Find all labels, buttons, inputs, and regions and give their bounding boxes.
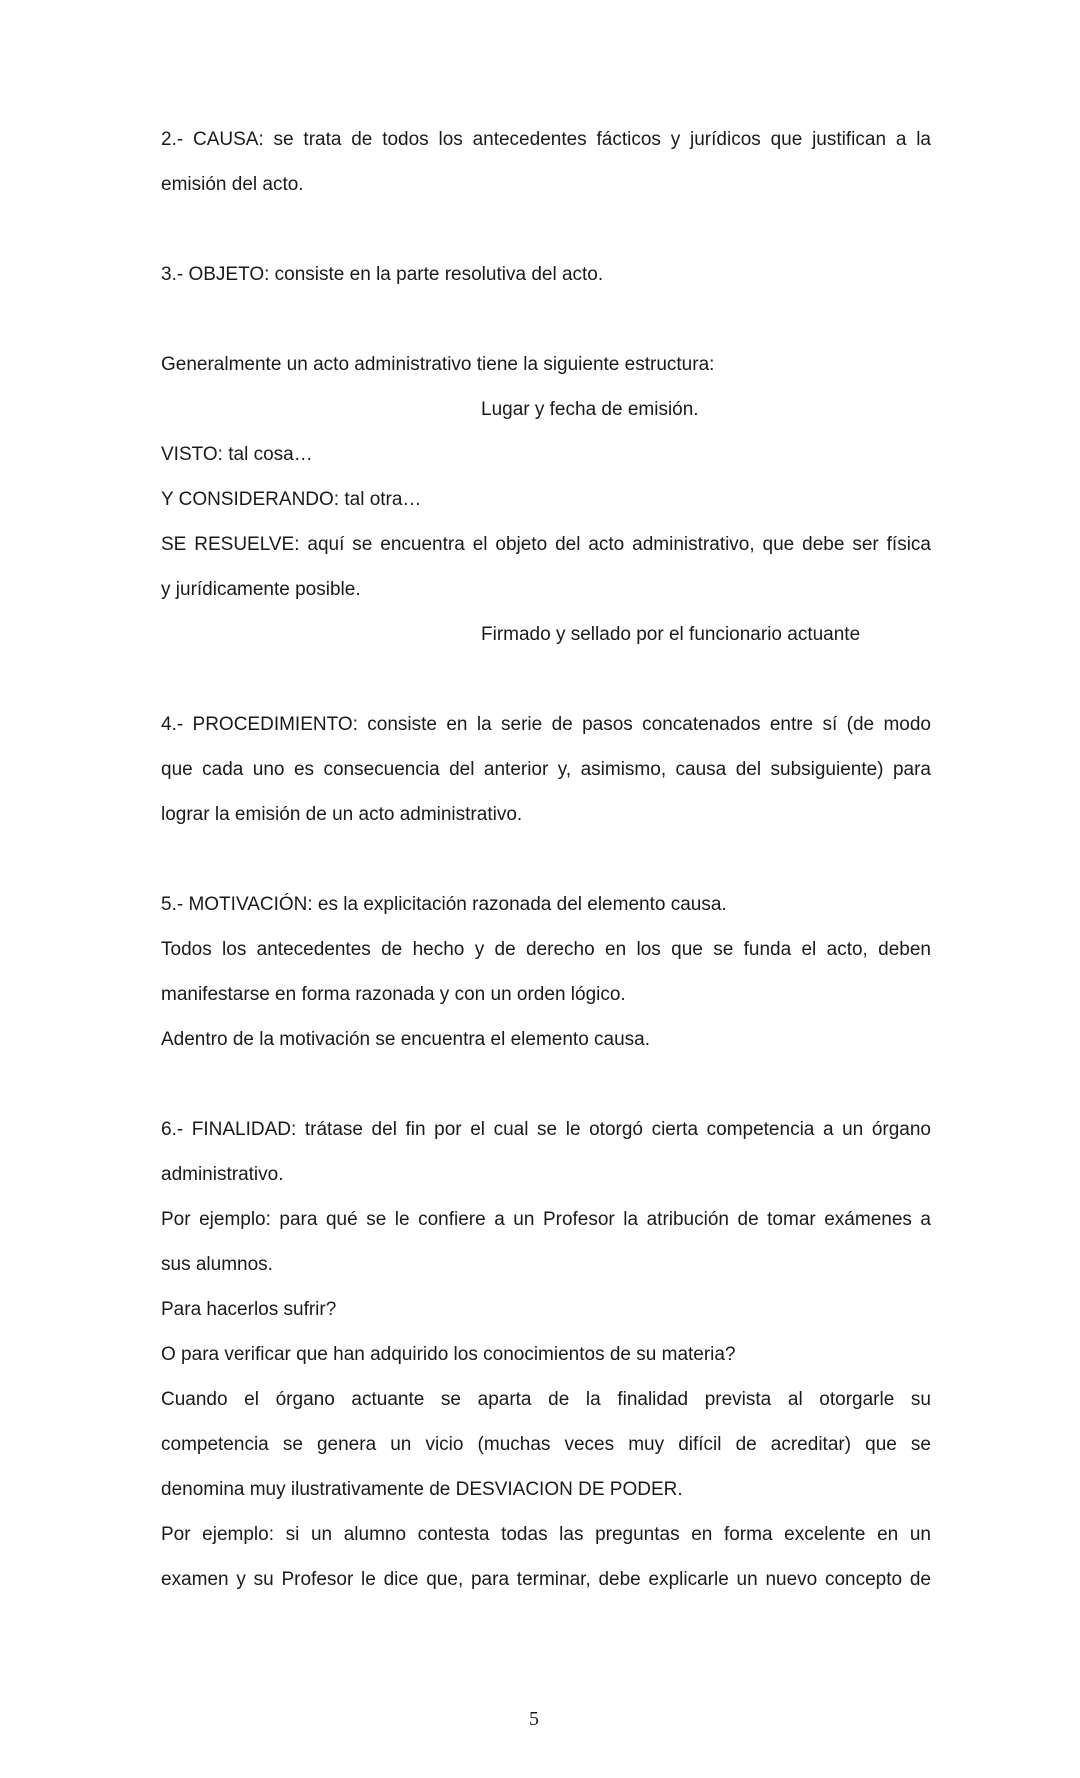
procedimiento-line-1: 4.- PROCEDIMIENTO: consiste en la serie de pasos concatenados entre sí (de modo bbox=[161, 714, 931, 735]
motivacion-line-4: Adentro de la motivación se encuentra el elemento causa. bbox=[161, 1029, 651, 1050]
motivacion-line-1: 5.- MOTIVACIÓN: es la explicitación razonada del elemento causa. bbox=[161, 894, 727, 915]
motivacion-line-3: manifestarse en forma razonada y con un orden lógico. bbox=[161, 984, 626, 1005]
finalidad-line-2: administrativo. bbox=[161, 1164, 284, 1185]
estructura-intro-line: Generalmente un acto administrativo tiene la siguiente estructura: bbox=[161, 354, 715, 375]
finalidad-line-10: Por ejemplo: si un alumno contesta todas las preguntas en forma excelente en un bbox=[161, 1524, 931, 1545]
resuelve-line-1: SE RESUELVE: aquí se encuentra el objeto del acto administrativo, que debe ser física bbox=[161, 534, 931, 555]
finalidad-line-3: Por ejemplo: para qué se le confiere a un Profesor la atribución de tomar exámenes a bbox=[161, 1209, 931, 1230]
finalidad-line-9: denomina muy ilustrativamente de DESVIACION DE PODER. bbox=[161, 1479, 683, 1500]
causa-line-1: 2.- CAUSA: se trata de todos los antecedentes fácticos y jurídicos que justifican a la bbox=[161, 129, 931, 150]
objeto-line: 3.- OBJETO: consiste en la parte resolutiva del acto. bbox=[161, 264, 604, 285]
procedimiento-line-3: lograr la emisión de un acto administrativo. bbox=[161, 804, 523, 825]
resuelve-line-2: y jurídicamente posible. bbox=[161, 579, 361, 600]
lugar-fecha-line: Lugar y fecha de emisión. bbox=[481, 399, 699, 420]
firmado-line: Firmado y sellado por el funcionario actuante bbox=[481, 624, 861, 645]
finalidad-line-5: Para hacerlos sufrir? bbox=[161, 1299, 337, 1320]
visto-line: VISTO: tal cosa… bbox=[161, 444, 313, 465]
finalidad-line-4: sus alumnos. bbox=[161, 1254, 273, 1275]
considerando-line: Y CONSIDERANDO: tal otra… bbox=[161, 489, 422, 510]
procedimiento-line-2: que cada uno es consecuencia del anterior y, asimismo, causa del subsiguiente) para bbox=[161, 759, 931, 780]
causa-line-2: emisión del acto. bbox=[161, 174, 304, 195]
finalidad-line-11: examen y su Profesor le dice que, para terminar, debe explicarle un nuevo concepto de bbox=[161, 1569, 931, 1590]
finalidad-line-8: competencia se genera un vicio (muchas veces muy difícil de acreditar) que se bbox=[161, 1434, 931, 1455]
motivacion-line-2: Todos los antecedentes de hecho y de derecho en los que se funda el acto, deben bbox=[161, 939, 931, 960]
finalidad-line-1: 6.- FINALIDAD: trátase del fin por el cual se le otorgó cierta competencia a un órgano bbox=[161, 1119, 931, 1140]
finalidad-line-6: O para verificar que han adquirido los conocimientos de su materia? bbox=[161, 1344, 736, 1365]
page-number: 5 bbox=[529, 1708, 539, 1730]
finalidad-line-7: Cuando el órgano actuante se aparta de la finalidad prevista al otorgarle su bbox=[161, 1389, 931, 1410]
